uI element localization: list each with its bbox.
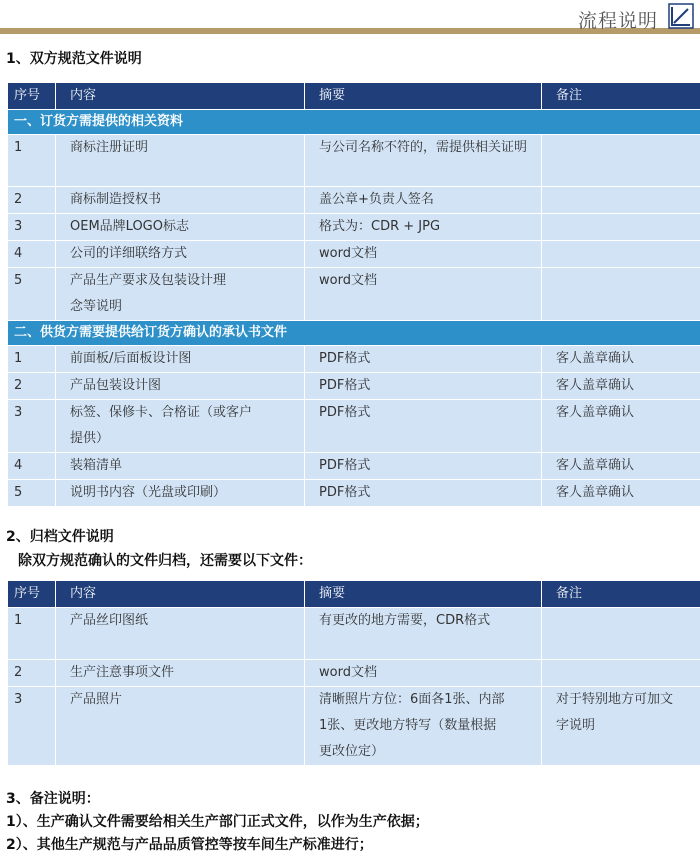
- row-summary: PDF格式: [305, 373, 542, 400]
- col-header-content: 内容: [56, 581, 305, 608]
- row-note: [542, 268, 700, 321]
- row-note: 客人盖章确认: [542, 373, 700, 400]
- row-content: 标签、保修卡、合格证（或客户提供）: [56, 400, 305, 453]
- row-content: 装箱清单: [56, 453, 305, 480]
- col-header-summary: 摘要: [305, 581, 542, 608]
- table-row: [8, 135, 700, 187]
- row-content: 产品生产要求及包装设计理念等说明: [56, 268, 305, 321]
- col-header-note: 备注: [542, 581, 700, 608]
- row-content: 前面板/后面板设计图: [56, 346, 305, 373]
- row-summary: word文档: [305, 268, 542, 321]
- section2-subheading: 除双方规范确认的文件归档，还需要以下文件：: [18, 553, 312, 569]
- row-no: 1: [8, 135, 56, 187]
- row-no: 2: [8, 187, 56, 214]
- brand-logo-icon: [668, 3, 694, 29]
- group-a-title: 一、订货方需提供的相关资料: [8, 110, 700, 135]
- row-no: 5: [8, 268, 56, 321]
- table-row: [8, 687, 700, 766]
- table-row: [8, 268, 700, 321]
- table-header-row: [8, 581, 700, 608]
- col-header-content: 内容: [56, 83, 305, 110]
- col-header-summary: 摘要: [305, 83, 542, 110]
- row-no: 1: [8, 346, 56, 373]
- row-content: OEM品牌LOGO标志: [56, 214, 305, 241]
- row-note: 客人盖章确认: [542, 480, 700, 507]
- section1-heading: 1、双方规范文件说明: [6, 51, 142, 67]
- row-summary: PDF格式: [305, 346, 542, 373]
- row-no: 2: [8, 660, 56, 687]
- row-content: 商标注册证明: [56, 135, 305, 187]
- row-content: 生产注意事项文件: [56, 660, 305, 687]
- note-line-2: 2）、其他生产规范与产品品质管控等按车间生产标准进行；: [6, 837, 373, 851]
- row-no: 5: [8, 480, 56, 507]
- row-no: 1: [8, 608, 56, 660]
- row-note: 客人盖章确认: [542, 400, 700, 453]
- group-b-title: 二、供货方需要提供给订货方确认的承认书文件: [8, 321, 700, 346]
- group-a-header: [8, 110, 700, 135]
- row-note: [542, 214, 700, 241]
- spec-files-table: [7, 82, 700, 507]
- row-note: [542, 241, 700, 268]
- table-row: [8, 214, 700, 241]
- section3-heading: 3、备注说明：: [6, 791, 100, 807]
- row-note: 客人盖章确认: [542, 453, 700, 480]
- row-content: 公司的详细联络方式: [56, 241, 305, 268]
- note-line-1: 1）、生产确认文件需要给相关生产部门正式文件，以作为生产依据；: [6, 814, 429, 830]
- row-content: 产品丝印图纸: [56, 608, 305, 660]
- row-content: 商标制造授权书: [56, 187, 305, 214]
- top-header: [0, 0, 700, 36]
- row-summary: PDF格式: [305, 453, 542, 480]
- row-note: 客人盖章确认: [542, 346, 700, 373]
- table-row: [8, 453, 700, 480]
- table-header-row: [8, 83, 700, 110]
- row-note: [542, 135, 700, 187]
- row-note: [542, 608, 700, 660]
- row-summary: 盖公章+负责人签名: [305, 187, 542, 214]
- table-row: [8, 346, 700, 373]
- table-row: [8, 400, 700, 453]
- row-note: [542, 187, 700, 214]
- row-note: 对于特别地方可加文字说明: [542, 687, 700, 766]
- row-summary: word文档: [305, 660, 542, 687]
- row-no: 2: [8, 373, 56, 400]
- row-summary: 与公司名称不符的，需提供相关证明: [305, 135, 542, 187]
- table-row: [8, 480, 700, 507]
- row-summary: 有更改的地方需要，CDR格式: [305, 608, 542, 660]
- row-no: 3: [8, 400, 56, 453]
- col-header-no: 序号: [8, 83, 56, 110]
- row-summary: word文档: [305, 241, 542, 268]
- row-summary: PDF格式: [305, 480, 542, 507]
- col-header-note: 备注: [542, 83, 700, 110]
- row-content: 说明书内容（光盘或印刷）: [56, 480, 305, 507]
- table-row: [8, 187, 700, 214]
- table-row: [8, 608, 700, 660]
- row-no: 4: [8, 241, 56, 268]
- row-note: [542, 660, 700, 687]
- table-row: [8, 241, 700, 268]
- row-summary: 格式为：CDR + JPG: [305, 214, 542, 241]
- row-no: 4: [8, 453, 56, 480]
- group-b-header: [8, 321, 700, 346]
- row-no: 3: [8, 214, 56, 241]
- archive-files-table: [7, 580, 700, 766]
- page-title: 流程说明: [577, 10, 658, 32]
- row-summary: 清晰照片方位：6面各1张、内部1张、更改地方特写（数量根据更改位定）: [305, 687, 542, 766]
- col-header-no: 序号: [8, 581, 56, 608]
- table-row: [8, 660, 700, 687]
- section2-heading: 2、归档文件说明: [6, 529, 114, 545]
- row-no: 3: [8, 687, 56, 766]
- row-summary: PDF格式: [305, 400, 542, 453]
- row-content: 产品照片: [56, 687, 305, 766]
- row-content: 产品包装设计图: [56, 373, 305, 400]
- table-row: [8, 373, 700, 400]
